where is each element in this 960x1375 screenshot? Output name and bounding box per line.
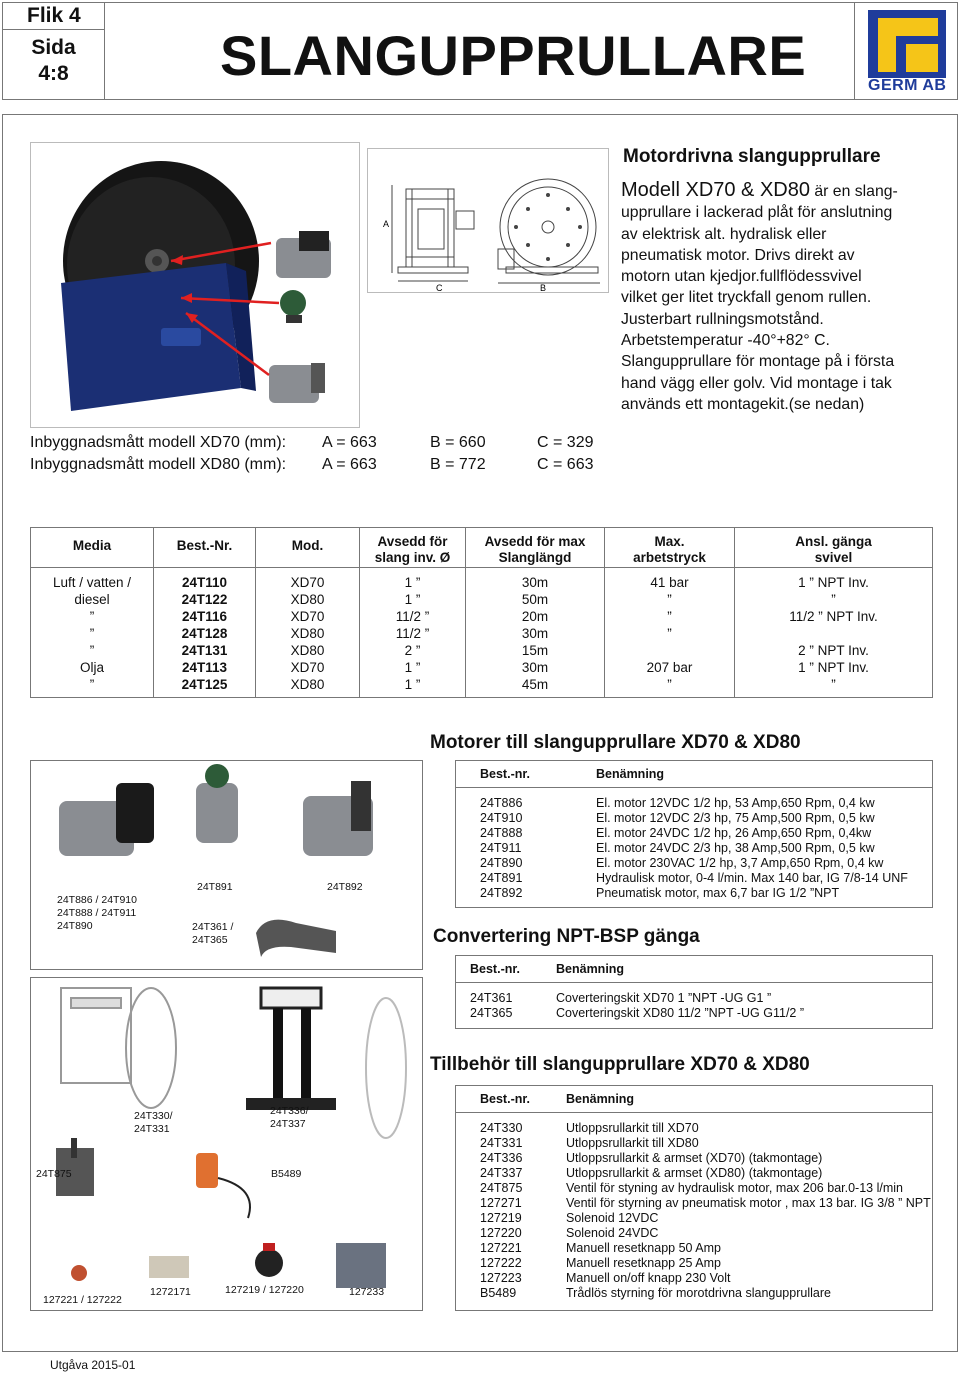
dimension-row: Inbyggnadsmått modell XD70 (mm): A = 663 B = 660 C = 329 bbox=[30, 434, 594, 451]
intro-line: Slangupprullare för montage på i första bbox=[621, 353, 895, 371]
intro-heading: Motordrivna slangupprullare bbox=[623, 146, 881, 167]
hose-reel-image bbox=[31, 143, 361, 429]
remote-image bbox=[196, 1153, 250, 1218]
sida-label: Sida bbox=[31, 36, 76, 59]
drawing-label-c: C bbox=[436, 283, 443, 293]
intro-line: Arbetstemperatur -40°+82° C. bbox=[621, 332, 830, 350]
motors-list: Best.-nr. Benämning 24T886 24T910 24T888 24T911 24T890 24T891 24T892 El. motor 12VDC 1/2 hp, 53 Amp,650 Rpm, 0,4 kw El. motor 12VDC 2/3 hp, 75 Amp,500 Rpm, 0,5 kw El. motor 24VDC 1/2 hp, 26 Amp,650 Rpm, 0,4kw El. motor 24VDC 2/3 hp, 38 Amp,500 Rpm, 0,5 kw El. motor 230VAC 1/2 hp, 3,7 Amp,650 Rpm, 0,4 kw Hydraulisk motor, 0-4 l/min. Max 140 bar, IG 7/8-14 UNF Pneumatisk motor, max 6,7 bar IG 1/2 ”NPT bbox=[455, 760, 933, 908]
convert-list: Best.-nr. Benämning 24T361 24T365 Coverteringskit XD70 1 ”NPT -UG G1 ” Coverteringskit XD80 11/2 ”NPT -UG G11/2 ” bbox=[455, 955, 933, 1029]
on-off-switch-image bbox=[336, 1243, 386, 1288]
pneumatic-valve-image bbox=[149, 1256, 189, 1278]
intro-line: motorn utan kjedjor.fullflödessvivel bbox=[621, 268, 862, 286]
reset-button-image bbox=[71, 1265, 87, 1281]
logo-text: GERM AB bbox=[868, 77, 947, 94]
flik-label: Flik 4 bbox=[3, 3, 104, 30]
motors-title: Motorer till slangupprullare XD70 & XD80 bbox=[430, 732, 801, 753]
dimensions bbox=[30, 432, 630, 476]
hydraulic-motor-image bbox=[196, 783, 238, 843]
header-logo-box bbox=[854, 2, 958, 100]
col-thread: Ansl. gänga svivel 1 ” NPT Inv. ” 11/2 ” NPT Inv. 2 ” NPT Inv. 1 ” NPT Inv. ” bbox=[789, 534, 878, 692]
motor-name: Hydraulisk motor, 0-4 l/min. Max 140 bar, IG 7/8-14 UNF bbox=[596, 871, 908, 885]
adapter-image bbox=[256, 920, 336, 957]
motor-name: El. motor 24VDC 1/2 hp, 26 Amp,650 Rpm, 0,4kw bbox=[596, 826, 872, 840]
intro-line-0: Modell XD70 & XD80 är en slang- bbox=[621, 179, 898, 201]
arm-set-image bbox=[246, 988, 336, 1110]
col-slang: Avsedd för slang inv. Ø 1 ” 1 ” 11/2 ” 11/2 ” 2 ” 1 ” 1 ” bbox=[360, 528, 466, 697]
accessories-title: Tillbehör till slangupprullare XD70 & XD80 bbox=[430, 1054, 810, 1075]
motors-images: 24T886 / 24T910 24T888 / 24T911 24T890 24T891 24T892 24T361 / 24T365 bbox=[30, 760, 423, 970]
motor-nr: 24T888 bbox=[480, 826, 523, 840]
page-number: 4:8 bbox=[38, 62, 69, 85]
header-tab-box bbox=[2, 2, 105, 100]
motor-name: El. motor 24VDC 2/3 hp, 38 Amp,500 Rpm, 0,5 kw bbox=[596, 841, 875, 855]
outlet-roller-image bbox=[61, 988, 176, 1108]
drawing-label-b: B bbox=[540, 283, 547, 293]
intro-line: pneumatisk motor. Drivs direkt av bbox=[621, 246, 855, 264]
col-pressure: Max. arbetstryck 41 bar ” ” ” 207 bar ” bbox=[605, 528, 735, 697]
motor-nr: 24T886 bbox=[480, 796, 523, 810]
intro-line: upprullare i lackerad plåt för anslutning bbox=[621, 204, 893, 222]
col-media: Media Luft / vatten / diesel ” ” ” Olja ” bbox=[31, 528, 154, 697]
intro-line: används ett montagekit.(se nedan) bbox=[621, 395, 865, 413]
intro-line: vilket ger litet tryckfall genom rullen. bbox=[621, 289, 872, 307]
motor-nr: 24T910 bbox=[480, 811, 523, 825]
solenoid-image bbox=[255, 1243, 283, 1277]
media-table bbox=[30, 527, 933, 698]
edition-label: Utgåva 2015-01 bbox=[50, 1358, 136, 1372]
motor-nr: 24T891 bbox=[480, 871, 523, 885]
page-indicator bbox=[3, 35, 104, 87]
technical-drawing bbox=[367, 148, 609, 293]
dimension-row: Inbyggnadsmått modell XD80 (mm): A = 663 B = 772 C = 663 bbox=[30, 456, 594, 473]
motor-name: El. motor 12VDC 2/3 hp, 75 Amp,500 Rpm, 0,5 kw bbox=[596, 811, 875, 825]
motor-nr: 24T911 bbox=[480, 841, 522, 855]
convert-title: Convertering NPT-BSP gänga bbox=[433, 926, 700, 947]
header-title-box bbox=[104, 2, 855, 100]
motor-name: El. motor 12VDC 1/2 hp, 53 Amp,650 Rpm, 0,4 kw bbox=[596, 796, 875, 810]
accessories-list: Best.-nr. Benämning 24T330 24T331 24T336 24T337 24T875 127271 127219 127220 127221 127222 127223 B5489 Utloppsrullarkit till XD70 Utloppsrullarkit till XD80 Utloppsrullarkit & armset (XD70) (takmontage) Utloppsrullarkit & armset (XD80) (takmontage) Ventil för styning av hydraulisk motor, max 206 bar.0-13 l/min Ventil för styrning av pneumatisk motor , max 13 bar. IG 3/8 ” NPT Solenoid 12VDC Solenoid 24VDC Manuell resetknapp 50 Amp Manuell resetknapp 25 Amp Manuell on/off knapp 230 Volt Trådlös styrning för morotdrivna slangupprullare bbox=[455, 1085, 933, 1311]
page-title: SLANGUPPRULLARE bbox=[220, 24, 807, 87]
col-best-nr: Best.-Nr. 24T110 24T122 24T116 24T128 24T131 24T113 24T125 bbox=[154, 528, 256, 697]
intro-line: hand vägg eller golv. Vid montage i tak bbox=[621, 374, 892, 392]
col-mod: Mod. XD70 XD80 XD70 XD80 XD80 XD70 XD80 bbox=[256, 528, 360, 697]
valve-image bbox=[56, 1138, 94, 1196]
intro-body bbox=[621, 180, 941, 415]
motor-nr: 24T892 bbox=[480, 886, 523, 900]
motor-thumbs bbox=[269, 231, 331, 403]
intro-line: Justerbart rullningsmotstånd. bbox=[621, 310, 824, 328]
motor-nr: 24T890 bbox=[480, 856, 523, 870]
accessories-images: 24T330/ 24T331 24T336/ 24T337 24T875 B5489 127221 / 127222 1272171 127219 / 127220 127233 bbox=[30, 977, 423, 1311]
motor-name: El. motor 230VAC 1/2 hp, 3,7 Amp,650 Rpm, 0,4 kw bbox=[596, 856, 884, 870]
motor-name: Pneumatisk motor, max 6,7 bar IG 1/2 ”NPT bbox=[596, 886, 840, 900]
intro-model: Modell XD70 & XD80 bbox=[621, 179, 810, 201]
drawing-label-a: A bbox=[383, 219, 390, 229]
reel-photo bbox=[30, 142, 360, 428]
col-length: Avsedd för max Slanglängd 30m 50m 20m 30m 15m 30m 45m bbox=[466, 528, 605, 697]
intro-line: av elektrisk alt. hydralisk eller bbox=[621, 225, 827, 243]
